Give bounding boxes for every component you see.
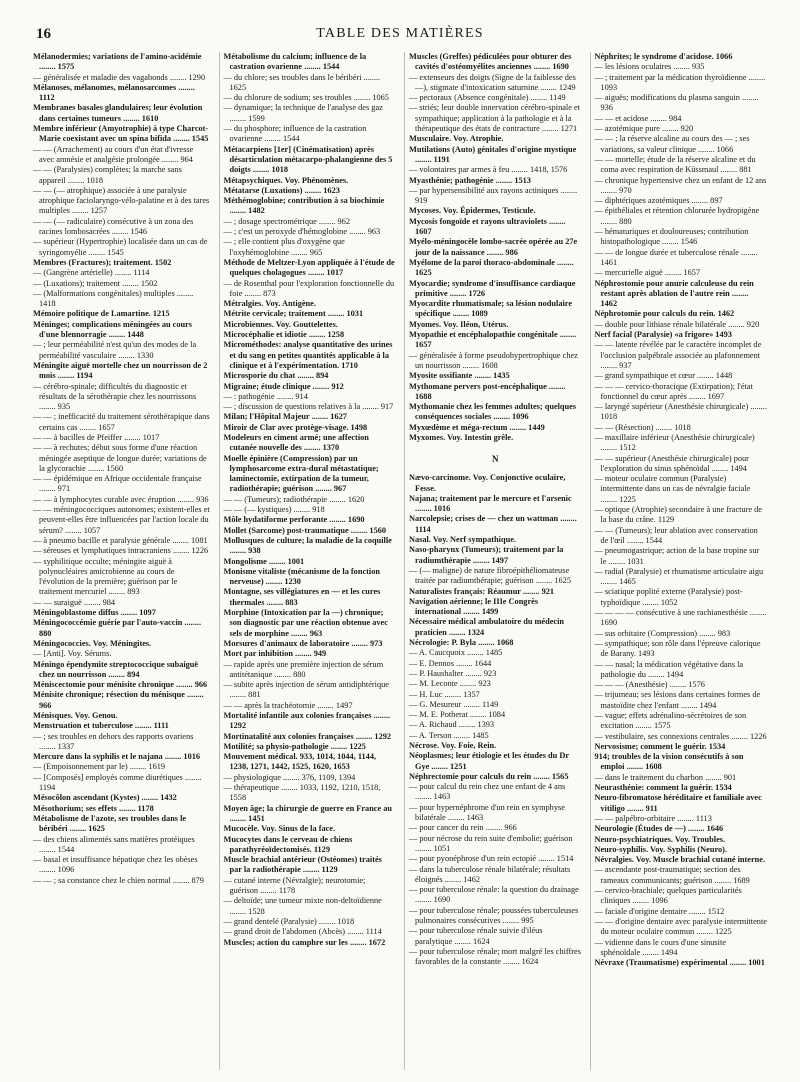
- index-entry: — cérébro-spinale; difficultés du diagnostic et résultats de la sérothérapie chez les nourrissons ........ 935: [33, 381, 197, 412]
- index-entry: — volontaires par armes à feu ........ 1418, 1576: [409, 165, 568, 175]
- index-entry: Métralgies. Voy. Antigène.: [223, 299, 316, 309]
- index-entry: — ; leur perméabilité n'est qu'un des modes de la perméabilité vasculaire ........ 1330: [33, 340, 197, 360]
- index-entry: Névralgies. Voy. Muscle brachial cutané interne.: [594, 855, 766, 865]
- index-entry: Nécrologie: P. Byla ........ 1068: [409, 638, 514, 648]
- index-entry: — vidienne dans le cours d'une sinusite sphénoïdale ........ 1494: [594, 937, 726, 957]
- index-column-3: [404, 52, 582, 1070]
- index-entry: Nævo-carcinome. Voy. Conjonctive oculaire, Fesse.: [409, 473, 566, 493]
- index-entry: — à pneumo bacille et paralysie générale ........ 1081: [33, 535, 208, 545]
- index-entry: Muscles (Greffes) pédiculées pour obturer des cavités d'ostéomyélites anciennes ........ 1690: [409, 52, 572, 72]
- index-entry: Miroir de Clar avec protège-visage. 1498: [223, 422, 368, 432]
- index-entry: — pectoraux (Absence congénitale) ........ 1149: [409, 93, 566, 103]
- index-entry: — — (— kystiques) ........ 918: [223, 505, 325, 515]
- index-entry: — cutané interne (Névralgie); neurotomie; guérison ........ 1178: [223, 875, 366, 896]
- index-entry: — de Rosenthal pour l'exploration fonctionnelle du foie ........ 873: [223, 278, 395, 298]
- index-entry: Monisme vitaliste (mécanisme de la fonction nerveuse) ........ 1230: [223, 566, 380, 587]
- index-entry: Métabolisme de l'azote, ses troubles dans le béribéri ........ 1625: [33, 813, 187, 834]
- index-entry: — A. Caucquoix ........ 1485: [409, 648, 503, 658]
- index-entry: Néphrostomie pour anurie calculeuse du rein restant après ablation de l'autre rein ........ 1462: [594, 278, 754, 309]
- index-entry: — — à lymphocytes curable avec éruption ........ 936: [33, 494, 209, 504]
- index-entry: Mollet (Sarcome) post-traumatique ........ 1560: [223, 525, 387, 535]
- index-entry: — diphtériques azotémiques ........ 897: [594, 196, 723, 206]
- index-entry: — — supérieur (Anesthésie chirurgicale) pour l'exploration du sinus sphénoïdal ........ 1494: [594, 453, 749, 473]
- index-entry: — [Composés] employés comme diurétiques ........ 1194: [33, 772, 202, 793]
- index-entry: — (Malformations congénitales) multiples ........ 1418: [33, 288, 194, 309]
- index-entry: Myomes. Voy. Iléon, Utérus.: [409, 319, 509, 329]
- index-entry: Méthode de Meltzer-Lyon appliquée à l'étude de quelques cholagogues ........ 1017: [223, 257, 395, 278]
- index-entry: Mycoses. Voy. Épidermes, Testicule.: [409, 206, 536, 216]
- index-entry: — physiologique ........ 376, 1109, 1394: [223, 772, 356, 782]
- index-entry: Métacarpiens [1er] (Cinématisation) après désarticulation métacarpo-phalangienne des 5 doigts ........ 1018: [223, 144, 393, 175]
- index-entry: Méniscectomie pour ménisite chronique ........ 966: [33, 680, 208, 690]
- index-entry: — pour tuberculose rénale; mort malgré les chiffres favorables de la constante ........ 1624: [409, 946, 581, 967]
- index-entry: — séreuses et lymphatiques intracraniens ........ 1226: [33, 546, 209, 556]
- index-entry: Néphrectomie pour calculs du rein ........ 1565: [409, 771, 569, 781]
- index-entry: — pour cancer du rein ........ 966: [409, 823, 517, 833]
- index-column-1: [33, 52, 211, 1070]
- index-entry: — grand dentelé (Paralysie) ........ 1018: [223, 916, 355, 926]
- index-entry: Membres (Fractures); traitement. 1502: [33, 257, 172, 267]
- index-entry: — du chlore; ses troubles dans le béribéri ........ 1625: [223, 72, 381, 92]
- index-entry: Modeleurs en ciment armé; une affection cutanée nouvelle des ........ 1370: [223, 432, 369, 453]
- index-entry: — A. Richaud ........ 1393: [409, 720, 495, 730]
- index-entry: — des chiens alimentés sans matières protéiques ........ 1544: [33, 834, 195, 854]
- index-entry: — A. Terson ........ 1485: [409, 730, 489, 740]
- index-entry: — laryngé supérieur (Anesthésie chirurgicale) ........ 1018: [594, 402, 767, 422]
- index-entry: — — (Tumeurs); radiothérapie ........ 1620: [223, 494, 365, 504]
- index-entry: Muscle brachial antérieur (Ostéomes) traités par la radiothérapie ........ 1129: [223, 855, 382, 875]
- index-entry: — optique (Atrophie) secondaire à une fracture de la base du crâne. 1129: [594, 505, 762, 525]
- index-entry: — — — — consécutive à une rachianesthésie ........ 1690: [594, 608, 767, 628]
- index-entry: Méthémoglobine; contribution à sa biochimie ........ 1482: [223, 196, 385, 216]
- index-entry: — supérieur (Hypertrophie) localisée dans un cas de syringomyélie ........ 1545: [33, 237, 208, 257]
- index-entry: Mutilations (Auto) génitales d'origine mystique ........ 1191: [409, 144, 577, 164]
- index-entry: Navigation aérienne; le IIIe Congrès international ........ 1499: [409, 596, 539, 617]
- index-entry: Myasthénie; pathogénie ........ 1513: [409, 175, 531, 185]
- index-entry: Mucocytes dans le cerveau de chiens parathyréoïdectomisés. 1129: [223, 834, 353, 854]
- index-entry: Nécrose. Voy. Foie, Rein.: [409, 741, 497, 750]
- index-entry: Myélome de la paroi thoraco-abdominale ........ 1625: [409, 257, 574, 278]
- index-entry: — pour nécrose du rein suite d'embolie; guérison ........ 1051: [409, 833, 573, 853]
- index-entry: Morphine (Intoxication par la —) chronique; son diagnostic par une réaction obtenue avec sels de morphine ........ 963: [223, 608, 388, 638]
- index-entry: Méningoblastome diffus ........ 1097: [33, 608, 156, 618]
- index-entry: — faciale d'origine dentaire ........ 1512: [594, 906, 725, 916]
- index-entry: — dans le traitement du charbon ........ 901: [594, 772, 737, 782]
- index-entry: Motilité; sa physio-pathologie ........ 1225: [223, 741, 366, 751]
- index-entry: — — (Tumeurs); leur ablation avec conservation de l'œil ........ 1544: [594, 525, 758, 545]
- index-entry: — pour tuberculose rénale suivie d'iléus paralytique ........ 1624: [409, 926, 543, 946]
- index-entry: — — à bacilles de Pfeiffer ........ 1017: [33, 432, 160, 442]
- index-entry: Membre inférieur (Amyotrophie) à type Charcot-Marie coexistant avec un spina bifida ........ 1545: [33, 124, 209, 144]
- index-entry: Neuro-syphilis. Voy. Syphilis (Neuro).: [594, 844, 727, 854]
- index-entry: — — (— atrophique) associée à une paralysie atrophique faciolaryngo-vélo-palatine et à des tares multiples ........ 1257: [33, 185, 210, 216]
- index-entry: — — d'origine dentaire avec paralysie intermittente du moteur oculaire commun ........ 1225: [594, 916, 767, 937]
- index-entry: Mucocèle. Voy. Sinus de la face.: [223, 824, 336, 834]
- index-entry: — les lésions oculaires ........ 935: [594, 62, 705, 72]
- index-entry: Naturalistes français: Réaumur ........ 921: [409, 586, 555, 596]
- index-entry: Naso-pharynx (Tumeurs); traitement par la radiumthérapie ........ 1497: [409, 545, 564, 565]
- index-column-2: [219, 52, 397, 1070]
- index-entry: — extenseurs des doigts (Signe de la faiblesse des —), stigmate d'intoxication saturnine ........ 1249: [409, 72, 576, 92]
- index-entry: — thérapeutique ........ 1033, 1192, 1210, 1518, 1558: [223, 783, 381, 803]
- index-entry: — — — cervico-thoracique (Extirpation); l'état fonctionnel du cœur après ........ 1697: [594, 381, 753, 401]
- index-entry: — — latente révélée par le caractère incomplet de l'occlusion palpébrale associée au plafonnement ........ 937: [594, 340, 762, 370]
- index-entry: — grand sympathique et cœur ........ 1448: [594, 371, 733, 381]
- index-entry: Microcéphalie et idiotie ........ 1258: [223, 330, 345, 340]
- index-entry: Membranes basales glandulaires; leur évolution dans certaines tumeurs ........ 1610: [33, 103, 203, 123]
- index-entry: Moelle épinière (Compression) par un lymphosarcome extra-dural métastatique; laminectomie, extirpation de la tumeur, radiothérapie; guérison ........ 967: [223, 453, 379, 494]
- index-entry: — (Gangrène artérielle) ........ 1114: [33, 268, 150, 278]
- index-entry: — double pour lithiase rénale bilatérale ........ 920: [594, 319, 760, 329]
- index-entry: — vestibulaire, ses connexions centrales ........ 1226: [594, 731, 767, 741]
- index-entry: — M. Leconte ........ 923: [409, 679, 491, 689]
- index-entry: — cervico-brachiale; quelques particularités cliniques ........ 1096: [594, 886, 742, 906]
- index-entry: — généralisée à forme pseudohypertrophique chez un nourrisson ........ 1608: [409, 350, 578, 370]
- index-entry: Néoplasmes; leur étiologie et les études du Dr Gye ........ 1251: [409, 751, 569, 771]
- index-entry: Mortinatalité aux colonies françaises ........ 1292: [223, 731, 392, 741]
- index-entry: — ; ses troubles en dehors des rapports ovariens ........ 1337: [33, 731, 194, 751]
- index-column-4: [590, 52, 768, 1070]
- index-entry: — syphilitique occulte; méningite aiguë à polynucléaires amicrobienne au cours de l'évolution de la première; guérison par le traitement mercuriel ........ 893: [33, 556, 178, 597]
- index-entry: Neuro-fibromatose héréditaire et familiale avec vitiligo ........ 911: [594, 793, 762, 813]
- index-entry: — épithéliales et rétention chlorurée hydropigène ........ 880: [594, 206, 760, 226]
- index-entry: Mortalité infantile aux colonies françaises ........ 1292: [223, 711, 391, 731]
- index-entry: — subite après injection de sérum antidiphtérique ........ 881: [223, 680, 389, 700]
- index-entry: — deltoïde; une tumeur mixte non-deltoïdienne ........ 1528: [223, 896, 382, 916]
- index-entry: — chronique hypertensive chez un enfant de 12 ans ........ 970: [594, 175, 767, 195]
- index-entry: Nécessaire médical ambulatoire du médecin praticien ........ 1324: [409, 617, 565, 637]
- index-entry: Mythomane pervers post-encéphalique ........ 1688: [409, 381, 566, 401]
- index-entry: Mort par inhibition ........ 949: [223, 649, 327, 659]
- index-entry: Méningo épendymite streptococcique subaiguë chez un nourrisson ........ 894: [33, 659, 199, 679]
- index-entry: Néphrotomie pour calculs du rein. 1462: [594, 309, 735, 319]
- index-entry: Mollusques de culture; la maladie de la coquille ........ 938: [223, 535, 392, 556]
- index-entry: Muscles; action du camphre sur les ........ 1672: [223, 937, 386, 947]
- index-entry: — basal et insuffisance hépatique chez les obèses ........ 1096: [33, 855, 198, 875]
- index-entry: Ménisite chronique; résection du ménisque ........ 966: [33, 690, 204, 710]
- index-entry: Mésothorium; ses effets ........ 1178: [33, 803, 154, 813]
- index-entry: Milan; l'Hôpital Majeur ........ 1627: [223, 412, 347, 422]
- index-columns: [33, 52, 767, 1070]
- index-entry: — dans la tuberculose rénale bilatérale; résultats éloignés ........ 1462: [409, 864, 571, 884]
- index-entry: — par hypersensibilité aux rayons actiniques ........ 919: [409, 185, 578, 206]
- index-entry: Neurologie (Études de —) ........ 1646: [594, 824, 724, 834]
- index-entry: Mythomanie chez les femmes adultes; quelques conséquences sociales ........ 1096: [409, 402, 577, 422]
- index-entry: — (Luxations); traitement ........ 1502: [33, 278, 158, 288]
- index-entry: Môle hydatiforme perforante ........ 1690: [223, 515, 365, 525]
- index-entry: Montagne, ses villégiatures en — et les cures thermales ........ 883: [223, 587, 381, 607]
- index-entry: Nerf facial (Paralysie) «a frigore» 1493: [594, 330, 732, 340]
- index-entry: Métatarse (Luxations) ........ 1623: [223, 185, 340, 195]
- index-entry: — — et acidose ........ 984: [594, 113, 682, 123]
- index-entry: — maxillaire inférieur (Anesthésie chirurgicale) ........ 1512: [594, 432, 755, 453]
- index-entry: — pour hypernéphrome d'un rein en symphyse bilatérale ........ 1463: [409, 802, 565, 823]
- index-entry: — — méningococciques autonomes; existent-elles et peuvent-elles être influencées par l'action locale du sérum? ........ 1057: [33, 505, 210, 535]
- index-entry: Méningococcémie guérie par l'auto-vaccin ........ 880: [33, 618, 202, 638]
- index-entry: — pour tuberculose rénale: la question du drainage ........ 1690: [409, 885, 579, 905]
- index-entry: — — épidémique en Afrique occidentale française ........ 971: [33, 474, 202, 494]
- index-entry: — du phosphore; influence de la castration ovarienne ........ 1544: [223, 124, 367, 144]
- index-entry: Myxomes. Voy. Intestin grêle.: [409, 432, 514, 442]
- index-entry: — — mortelle; étude de la réserve alcaline et du coma avec respiration de Küssmaul ........ 881: [594, 154, 756, 175]
- index-entry: — — suraiguë ........ 984: [33, 597, 116, 607]
- index-entry: Mélanoses, mélanomes, mélanosarcomes ........ 1112: [33, 82, 195, 103]
- index-entry: — striés; leur double innervation cérébro-spinale et sympathique; application à la pathologie et à la thérapeutique des états de contracture ........ 1271: [409, 103, 580, 134]
- index-entry: Mélanodermies; variations de l'amino-acidémie ........ 1575: [33, 52, 202, 72]
- index-entry: Myopathie et encéphalopathie congénitale ........ 1657: [409, 330, 577, 350]
- index-entry: — M. E. Potherat ........ 1084: [409, 710, 506, 720]
- index-entry: Myxœdème et méga-rectum ........ 1449: [409, 422, 545, 432]
- index-entry: — — après la trachéotomie ........ 1497: [223, 700, 353, 710]
- index-entry: — (— maligne) de nature fibroépithéliomateuse traitée par radiumthérapie; guérison ........ 1625: [409, 565, 571, 586]
- index-entry: — : pathogénie ........ 914: [223, 391, 308, 401]
- index-entry: Morsures d'animaux de laboratoire ........ 973: [223, 638, 383, 648]
- index-entry: — moteur oculaire commun (Paralysie) intermittente dans un cas de névralgie faciale ........ 1225: [594, 474, 751, 504]
- index-entry: Mouvement médical. 933, 1014, 1044, 1144, 1238, 1271, 1442, 1525, 1620, 1653: [223, 752, 377, 772]
- index-entry: — grand droit de l'abdomen (Abcès) ........ 1114: [223, 927, 382, 937]
- index-entry: Mongolisme ........ 1001: [223, 556, 305, 566]
- index-entry: — — ; sa constance chez le chien normal ........ 879: [33, 875, 204, 885]
- index-entry: Mésocôlon ascendant (Kystes) ........ 1432: [33, 793, 177, 803]
- page-header: [36, 26, 764, 46]
- index-entry: — du chlorure de sodium; ses troubles ........ 1065: [223, 93, 389, 103]
- index-entry: Narcolepsie; crises de — chez un wattman ........ 1114: [409, 514, 577, 534]
- index-entry: — rapide après une première injection de sérum antitétanique ........ 880: [223, 659, 384, 679]
- index-entry: Musculaire. Voy. Atrophie.: [409, 134, 504, 144]
- index-entry: — ; dosage spectrométrique ........ 962: [223, 216, 350, 226]
- index-entry: — pour calcul du rein chez une enfant de 4 ans ........ 1463: [409, 782, 566, 802]
- index-entry: — sympathique; son rôle dans l'épreuve calorique de Barany. 1493: [594, 638, 761, 659]
- index-entry: — pour pyonéphrose d'un rein ectopié ........ 1514: [409, 854, 574, 864]
- index-entry: — radial (Paralysie) et rhumatisme articulaire aigu ........ 1465: [594, 566, 764, 587]
- index-entry: Nervosisme; comment le guérir. 1534: [594, 741, 726, 751]
- index-entry: Myocardite rhumatismale; sa lésion nodulaire spécifique ........ 1089: [409, 299, 573, 319]
- index-entry: Microsporie du chat ........ 894: [223, 371, 329, 381]
- index-entry: 914; troubles de la vision consécutifs à son emploi ........ 1608: [594, 752, 744, 772]
- index-entry: — — ; inefficacité du traitement sérothérapique dans certains cas ........ 1657: [33, 412, 210, 432]
- index-entry: — — (Arrachement) au cours d'un état d'ivresse avec amnésie et analgésie prolongée ........ 964: [33, 144, 194, 164]
- index-entry: — E. Dennos ........ 1644: [409, 658, 492, 668]
- index-entry: — dynamique; la technique de l'analyse des gaz ........ 1599: [223, 103, 383, 123]
- index-entry: Microbiennes. Voy. Gouttelettes.: [223, 319, 338, 329]
- page-title: TABLE DES MATIÈRES: [316, 26, 484, 41]
- index-entry: Méningococcies. Voy. Méningites.: [33, 638, 152, 648]
- index-entry: Microméthodes: analyse quantitative des urines et du sang en petites quantités applicable à la clinique et à l'expérimentation. 1710: [223, 340, 393, 370]
- index-entry: — sus orbitaire (Compression) ........ 983: [594, 628, 731, 638]
- index-entry: Mercure dans la syphilis et le najana ........ 1016: [33, 752, 201, 762]
- index-entry: — trijumeau; ses lésions dans certaines formes de mastoïdite chez l'enfant ........ 1494: [594, 690, 761, 710]
- index-entry: Moyen âge; la chirurgie de guerre en France au ........ 1451: [223, 803, 393, 823]
- index-entry: Méninges; complications méningées au cours d'une blennorragie ........ 1448: [33, 319, 193, 340]
- index-entry: — — (Résection) ........ 1018: [594, 422, 691, 432]
- index-entry: Najana; traitement par le mercure et l'arsenic ........ 1016: [409, 493, 572, 514]
- index-entry: — — — (Anesthésie) ........ 1576: [594, 680, 705, 690]
- index-entry: — hématuriques et douloureuses; contribution histopathologique ........ 1546: [594, 227, 749, 247]
- index-entry: Ménisques. Voy. Genou.: [33, 711, 118, 720]
- index-entry: — H. Luc ........ 1357: [409, 689, 480, 699]
- section-letter: N: [492, 454, 499, 465]
- index-entry: — azotémique pure ........ 920: [594, 124, 694, 134]
- index-entry: — — palpébro-orbitaire ........ 1113: [594, 813, 712, 823]
- index-entry: — (Empoisonnement par le) ........ 1619: [33, 762, 166, 772]
- index-entry: Nasal. Voy. Nerf sympathique.: [409, 535, 516, 545]
- index-entry: — ; c'est un peroxyde d'hémoglobine ........ 963: [223, 227, 381, 237]
- index-entry: — ascendante post-traumatique; section des rameaux communicants; guérison ........ 1689: [594, 865, 750, 885]
- index-entry: Néphrites; le syndrome d'acidose. 1066: [594, 52, 733, 61]
- index-entry: Mémoire politique de Lamartine. 1215: [33, 309, 170, 319]
- index-entry: Métrite cervicale; traitement ........ 1031: [223, 309, 364, 319]
- index-entry: Myélo-méningocèle lombo-sacrée opérée au 27e jour de la naissance ........ 986: [409, 237, 578, 257]
- index-entry: Métapsychiques. Voy. Phénomènes.: [223, 175, 349, 185]
- index-entry: — [Anti]. Voy. Sérums.: [33, 649, 112, 659]
- index-entry: — aiguës; modifications du plasma sanguin ........ 936: [594, 93, 759, 113]
- index-entry: — — (Paralysies) complètes; la marche sans appareil ........ 1018: [33, 165, 182, 185]
- index-entry: — — (— radiculaire) consécutive à un zona des racines lombosacrées ........ 1546: [33, 216, 194, 237]
- index-entry: — — ; la réserve alcaline au cours des — ; ses variations, sa valeur clinique ........ 1066: [594, 134, 750, 154]
- index-entry: Mycosis fongoïde et rayons ultraviolets ........ 1607: [409, 216, 566, 237]
- index-entry: — pour tuberculose rénale; poussées tuberculeuses pulmonaires consécutives ........ 995: [409, 905, 579, 926]
- index-entry: — ; elle contient plus d'oxygène que l'oxyhémoglobine ........ 965: [223, 237, 345, 257]
- index-entry: Névraxe (Traumatisme) expérimental ........ 1001: [594, 958, 765, 968]
- index-entry: — ; traitement par la médication thyroïdienne ........ 1093: [594, 72, 766, 92]
- index-entry: Neurasthénie: comment la guérir. 1534: [594, 783, 732, 793]
- index-entry: Métabolisme du calcium; influence de la castration ovarienne ........ 1544: [223, 52, 367, 72]
- index-entry: — pneumogastrique; action de la base tropine sur le ........ 1031: [594, 546, 760, 566]
- index-entry: — P. Haushalter ........ 923: [409, 668, 497, 678]
- index-entry: — — nasal; la médication végétative dans la pathologie du ........ 1494: [594, 659, 744, 679]
- index-entry: — mercurielle aiguë ........ 1657: [594, 268, 701, 278]
- index-entry: Neuro-psychiatriques. Voy. Troubles.: [594, 834, 726, 844]
- index-entry: Myocardie; syndrome d'insuffisance cardiaque primitive ........ 1726: [409, 278, 576, 298]
- index-entry: Myosite ossifiante ........ 1435: [409, 371, 510, 381]
- index-entry: — vague; effets adrénalino-sécrétoires de son excitation ........ 1575: [594, 711, 747, 731]
- page-number: 16: [36, 26, 51, 42]
- index-entry: Menstruation et tuberculose ........ 1111: [33, 721, 169, 731]
- index-entry: — G. Mesureur ........ 1149: [409, 699, 499, 709]
- index-entry: Migraine; étude clinique ........ 912: [223, 381, 344, 391]
- index-entry: — — à rechutes; début sous forme d'une réaction méningée aseptique de longue durée; variations de la glycorachie ........ 1560: [33, 443, 207, 473]
- index-entry: — — de longue durée et tuberculose rénale ........ 1461: [594, 247, 758, 267]
- index-entry: — sciatique poplité externe (Paralysie) post-typhoïdique ........ 1052: [594, 587, 743, 607]
- index-entry: — ; discussion de questions relatives à la ........ 917: [223, 402, 394, 412]
- index-entry: — généralisée et maladie des vagabonds ........ 1290: [33, 72, 206, 82]
- index-entry: Méningite aiguë mortelle chez un nourrisson de 2 mois ........ 1194: [33, 360, 208, 381]
